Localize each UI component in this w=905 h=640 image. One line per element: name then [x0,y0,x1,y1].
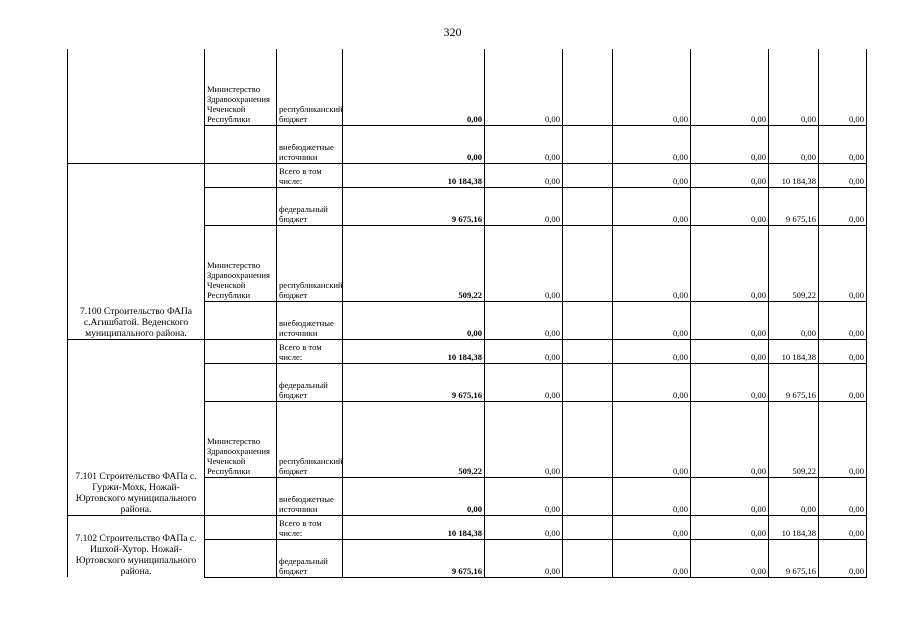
measure-name-cell [68,49,205,163]
amount-cell: 0,00 [769,49,819,125]
table-body [68,49,867,577]
funding-source-cell: Всего в том числе: [277,163,343,187]
amount-cell: 0,00 [343,125,485,163]
amount-cell: 0,00 [819,125,867,163]
amount-cell: 10 184,38 [343,163,485,187]
amount-cell: 0,00 [343,477,485,515]
funding-source-cell: республиканский бюджет [277,225,343,301]
table-row [68,163,867,187]
amount-cell: 0,00 [485,515,563,539]
amount-cell: 509,22 [343,401,485,477]
amount-cell: 0,00 [613,539,691,577]
funding-source-cell: федеральный бюджет [277,187,343,225]
amount-cell: 0,00 [819,539,867,577]
amount-cell [563,339,613,363]
amount-cell: 0,00 [691,163,769,187]
funding-source-cell: внебюджетные источники [277,301,343,339]
amount-cell: 0,00 [769,125,819,163]
amount-cell [563,301,613,339]
amount-cell: 0,00 [691,477,769,515]
amount-cell [563,125,613,163]
funding-source-cell: федеральный бюджет [277,539,343,577]
amount-cell: 0,00 [613,477,691,515]
table-row [68,515,867,539]
funding-source-cell: республиканский бюджет [277,401,343,477]
amount-cell: 0,00 [485,477,563,515]
amount-cell [563,187,613,225]
executor-cell [205,163,277,187]
amount-cell [563,477,613,515]
amount-cell: 0,00 [485,301,563,339]
measure-name-cell: 7.102 Строительство ФАПа с. Ишхой-Хутор. Ножай-Юртовского муниципального района. [68,515,205,577]
amount-cell: 9 675,16 [343,187,485,225]
amount-cell: 9 675,16 [343,539,485,577]
amount-cell: 0,00 [691,515,769,539]
amount-cell: 10 184,38 [769,339,819,363]
funding-source-cell: республиканский бюджет [277,49,343,125]
amount-cell: 0,00 [485,187,563,225]
amount-cell: 0,00 [485,363,563,401]
amount-cell: 0,00 [613,301,691,339]
amount-cell: 0,00 [485,401,563,477]
executor-cell: Министерство Здравоохранения Чеченской Республики [205,401,277,477]
amount-cell: 0,00 [691,401,769,477]
amount-cell: 0,00 [613,225,691,301]
executor-cell [205,339,277,363]
amount-cell: 0,00 [819,477,867,515]
amount-cell: 0,00 [613,515,691,539]
amount-cell: 0,00 [819,301,867,339]
amount-cell: 9 675,16 [769,187,819,225]
amount-cell: 0,00 [485,339,563,363]
executor-cell [205,539,277,577]
amount-cell: 9 675,16 [769,539,819,577]
table-row [68,339,867,363]
amount-cell: 10 184,38 [343,339,485,363]
amount-cell: 0,00 [819,49,867,125]
funding-source-cell: Всего в том числе: [277,339,343,363]
amount-cell: 0,00 [819,363,867,401]
amount-cell: 0,00 [819,163,867,187]
executor-cell: Министерство Здравоохранения Чеченской Республики [205,225,277,301]
amount-cell: 0,00 [691,187,769,225]
amount-cell [563,539,613,577]
amount-cell: 0,00 [485,225,563,301]
amount-cell: 0,00 [819,225,867,301]
amount-cell: 0,00 [613,187,691,225]
amount-cell [563,163,613,187]
amount-cell: 0,00 [691,539,769,577]
amount-cell [563,225,613,301]
budget-table [67,49,867,578]
amount-cell [563,401,613,477]
amount-cell: 0,00 [485,125,563,163]
amount-cell: 0,00 [691,125,769,163]
amount-cell: 0,00 [691,301,769,339]
amount-cell [563,49,613,125]
funding-source-cell: федеральный бюджет [277,363,343,401]
amount-cell: 0,00 [485,49,563,125]
funding-source-cell: внебюджетные источники [277,477,343,515]
amount-cell: 509,22 [769,401,819,477]
page-number: 320 [443,25,462,39]
amount-cell: 0,00 [691,339,769,363]
amount-cell: 10 184,38 [343,515,485,539]
amount-cell: 9 675,16 [343,363,485,401]
table-row [68,49,867,125]
measure-name-cell: 7.100 Строительство ФАПа с.Агишбатой. Веденского муниципального района. [68,163,205,339]
amount-cell: 0,00 [343,301,485,339]
amount-cell [563,363,613,401]
amount-cell: 0,00 [769,301,819,339]
executor-cell: Министерство Здравоохранения Чеченской Республики [205,49,277,125]
executor-cell [205,187,277,225]
amount-cell: 0,00 [485,539,563,577]
amount-cell: 0,00 [819,401,867,477]
measure-name-cell: 7.101 Строительство ФАПа с. Гуржи-Мохк, Ножай-Юртовского муниципального района. [68,339,205,515]
funding-source-cell: внебюджетные источники [277,125,343,163]
executor-cell [205,301,277,339]
amount-cell: 0,00 [769,477,819,515]
amount-cell: 0,00 [613,163,691,187]
amount-cell: 0,00 [691,49,769,125]
amount-cell: 10 184,38 [769,515,819,539]
executor-cell [205,515,277,539]
amount-cell: 0,00 [819,515,867,539]
amount-cell: 509,22 [343,225,485,301]
amount-cell: 0,00 [613,401,691,477]
executor-cell [205,363,277,401]
executor-cell [205,477,277,515]
amount-cell: 509,22 [769,225,819,301]
amount-cell: 0,00 [613,49,691,125]
amount-cell: 0,00 [819,339,867,363]
amount-cell [563,515,613,539]
amount-cell: 9 675,16 [769,363,819,401]
amount-cell: 0,00 [819,187,867,225]
amount-cell: 0,00 [613,125,691,163]
amount-cell: 0,00 [613,363,691,401]
amount-cell: 0,00 [485,163,563,187]
funding-source-cell: Всего в том числе: [277,515,343,539]
amount-cell: 0,00 [691,225,769,301]
amount-cell: 0,00 [343,49,485,125]
amount-cell: 10 184,38 [769,163,819,187]
amount-cell: 0,00 [613,339,691,363]
executor-cell [205,125,277,163]
amount-cell: 0,00 [691,363,769,401]
